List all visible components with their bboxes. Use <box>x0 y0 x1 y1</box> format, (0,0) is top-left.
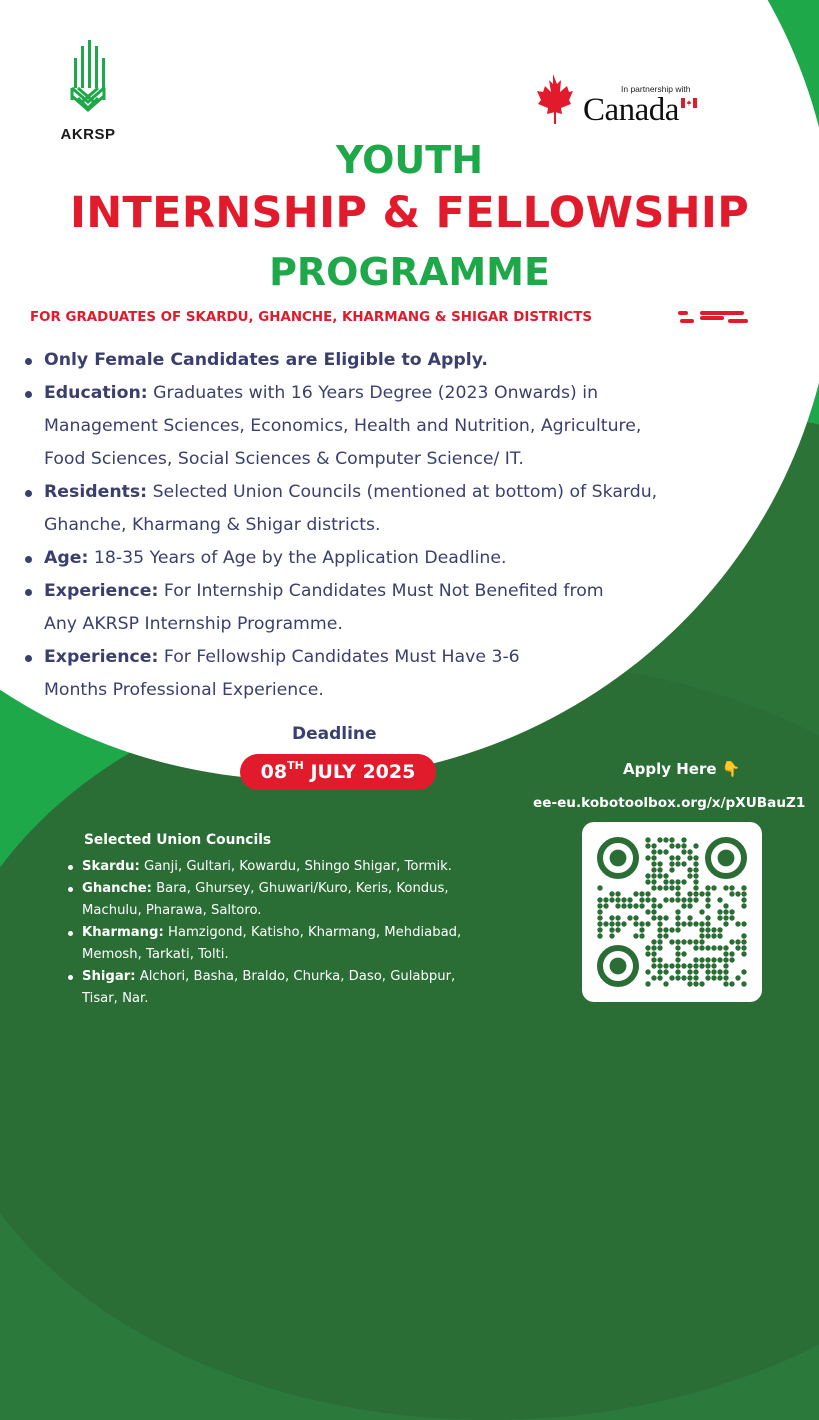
criterion-text: For Internship Candidates Must Not Benefited from <box>158 581 604 601</box>
akrsp-logo-text: AKRSP <box>60 126 116 143</box>
deadline-day: 08 <box>260 761 288 783</box>
criterion-key: Experience: <box>44 581 159 601</box>
criterion-key: Experience: <box>44 647 159 667</box>
canada-wordmark: Canada <box>583 92 679 128</box>
criterion-text: For Fellowship Candidates Must Have 3-6 <box>158 647 520 667</box>
title-youth: YOUTH <box>335 138 484 182</box>
criterion-text: Graduates with 16 Years Degree (2023 Onwards) in <box>147 383 599 403</box>
qr-code-image <box>582 822 762 1002</box>
criterion-key: Residents: <box>44 482 148 502</box>
criterion-text-line2: Any AKRSP Internship Programme. <box>44 614 343 634</box>
criterion-female-only <box>22 344 762 377</box>
criterion-key: Age: <box>44 548 89 568</box>
criterion-key: Education: <box>44 383 148 403</box>
criterion-education <box>22 377 762 476</box>
subtitle-districts: FOR GRADUATES OF SKARDU, GHANCHE, KHARMANG & SHIGAR DISTRICTS <box>30 310 593 325</box>
deadline-month-year: JULY 2025 <box>310 761 416 783</box>
apply-here-text: Apply Here <box>623 760 717 778</box>
union-council-shigar <box>66 966 526 1010</box>
council-names: Hamzigond, Katisho, Kharmang, Mehdiabad, <box>163 925 462 940</box>
canada-partnership-logo <box>535 72 705 132</box>
apply-here-label <box>623 760 740 778</box>
criterion-experience-internship <box>22 575 762 641</box>
criterion-text-line3: Food Sciences, Social Sciences & Computer Science/ IT. <box>44 449 524 469</box>
council-names: Bara, Ghursey, Ghuwari/Kuro, Keris, Kondus, <box>151 881 449 896</box>
akrsp-emblem-icon <box>66 38 110 118</box>
council-names-line2: Memosh, Tarkati, Tolti. <box>82 947 229 962</box>
deadline-label: Deadline <box>292 724 377 744</box>
criterion-age <box>22 542 762 575</box>
criterion-text-line2: Months Professional Experience. <box>44 680 324 700</box>
qr-code[interactable] <box>582 822 762 1002</box>
district-name: Kharmang: <box>82 925 164 940</box>
council-names: Ganji, Gultari, Kowardu, Shingo Shigar, Tormik. <box>139 859 452 874</box>
union-councils-title: Selected Union Councils <box>84 832 272 848</box>
union-council-skardu <box>66 856 526 878</box>
deadline-day-suffix: TH <box>287 759 304 772</box>
council-names-line2: Tisar, Nar. <box>82 991 149 1006</box>
criterion-experience-fellowship <box>22 641 762 707</box>
apply-url-link[interactable]: ee-eu.kobotoolbox.org/x/pXUBauZ1 <box>533 795 806 811</box>
maple-leaf-icon <box>535 72 575 128</box>
eligibility-criteria-list <box>22 344 762 707</box>
criterion-residents <box>22 476 762 542</box>
akrsp-logo <box>50 38 126 143</box>
criterion-text: 18-35 Years of Age by the Application Deadline. <box>88 548 507 568</box>
union-council-kharmang <box>66 922 526 966</box>
title-internship-fellowship: INTERNSHIP & FELLOWSHIP <box>69 188 750 238</box>
district-name: Skardu: <box>82 859 140 874</box>
partnership-prefix: In partnership with <box>621 84 691 94</box>
title-programme: PROGRAMME <box>269 250 550 294</box>
district-name: Shigar: <box>82 969 136 984</box>
district-name: Ghanche: <box>82 881 152 896</box>
criterion-text: Selected Union Councils (mentioned at bottom) of Skardu, <box>147 482 658 502</box>
criterion-text: Only Female Candidates are Eligible to Apply. <box>44 350 488 370</box>
deadline-date-badge <box>240 754 436 790</box>
union-council-ghanche <box>66 878 526 922</box>
decorative-dashes-icon <box>678 309 748 327</box>
council-names: Alchori, Basha, Braldo, Churka, Daso, Gulabpur, <box>135 969 456 984</box>
union-councils-list <box>66 856 526 1010</box>
council-names-line2: Machulu, Pharawa, Saltoro. <box>82 903 262 918</box>
criterion-text-line2: Management Sciences, Economics, Health and Nutrition, Agriculture, <box>44 416 642 436</box>
canada-flag-icon <box>681 98 697 108</box>
pointing-down-icon: 👇 <box>721 760 741 778</box>
criterion-text-line2: Ghanche, Kharmang & Shigar districts. <box>44 515 381 535</box>
